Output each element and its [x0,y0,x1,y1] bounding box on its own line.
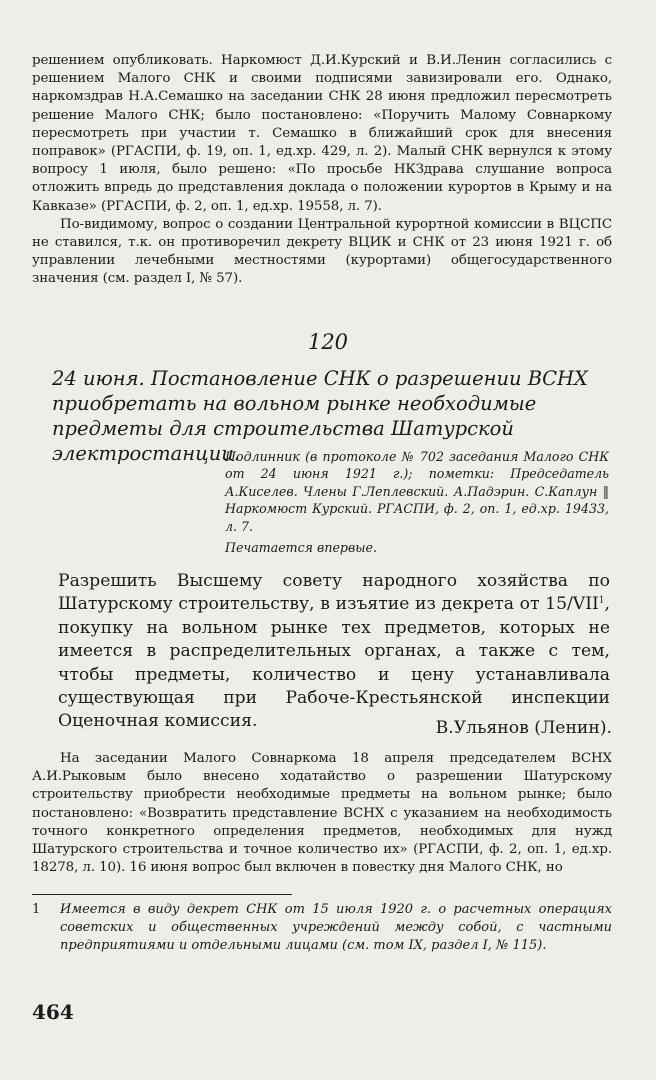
document-number: 120 [307,330,349,354]
signature: В.Ульянов (Ленин). [435,718,612,738]
printed-first-note: Печатается впервые. [225,540,378,555]
paragraph-commentary: На заседании Малого Совнаркома 18 апреля председателем ВСНХ А.И.Рыковым было внесено ходатайство о разрешении Шатурскому строительству приобрести необходимые предметы на вольном рынке; было постановлено: «Возвратить представление ВСНХ с указанием на необходимость точного конкретного определения предметов, необходимых для нужд Шатурского строительства и точное количество их» (РГАСПИ, ф. 2, оп. 1, ед.хр. 18278, л. 10). 16 июня вопрос был включен в повестку дня Малого СНК, но [32,751,612,876]
paragraph-commission: По-видимому, вопрос о создании Центральной курортной комиссии в ВЦСПС не ставился, т.к. он противоречил декрету ВЦИК и СНК от 23 июня 1921 г. об управлении лечебными местностями (курортами) общегосударственного значения (см. раздел I, № 57). [32,216,612,287]
page-number: 464 [32,1000,74,1024]
paragraph-continued: решением опубликовать. Наркомюст Д.И.Курский и В.И.Ленин согласились с решением Малого СНК и своими подписями завизировали его. Однако, наркомздрав Н.А.Семашко на заседании СНК 28 июня предложил пересмотреть решение Малого СНК; было постановлено: «Поручить Малому Совнаркому пересмотреть при участии т. Семашко в ближайший срок для внесения поправок» (РГАСПИ, ф. 19, оп. 1, ед.хр. 429, л. 2). Малый СНК вернулся к этому вопросу 1 июля, было решено: «По просьбе НКЗдрава слушание вопроса отложить впредь до представления доклада о положении курортов в Крыму и на Кавказе» (РГАСПИ, ф. 2, оп. 1, ед.хр. 19558, л. 7). [32,53,612,214]
decree-text [58,570,610,734]
document-title: 24 июня. Постановление СНК о разрешении ВСНХ приобретать на вольном рынке необходимые предметы для строительства Шатурской электростанции. [52,367,588,465]
footnote-text: Имеется в виду декрет СНК от 15 июля 1920 г. о расчетных операциях советских и общественных учреждений между собой, с частными предприятиями и отдельными лицами (см. том IX, раздел I, № 115). [60,902,612,953]
source-note: Подлинник (в протоколе № 702 заседания Малого СНК от 24 июня 1921 г.); пометки: Председатель А.Киселев. Члены Г.Леплевский. А.Падэрин. С.Каплун ‖ Наркомюст Курский. РГАСПИ, ф. 2, оп. 1, ед.хр. 19433, л. 7. [225,449,609,534]
footnote-divider [32,894,292,895]
bottom-commentary [32,750,612,877]
decree-text-end: , покупку на вольном рынке тех предметов, которых не имеется в распределительных органах, а также с тем, чтобы предметы, количество и цену устанавливала существующая при Рабоче-Крестьянской инспекции Оценочная комиссия. [58,594,610,732]
decree-text-start: Разрешить Высшему совету народного хозяйства по Шатурскому строительству, в изъятие из декрета от 15/VII [58,571,610,615]
footnote [32,901,612,955]
top-commentary [32,52,612,289]
footnote-mark: 1 [32,902,41,917]
footnote-reference: 1 [598,595,605,606]
